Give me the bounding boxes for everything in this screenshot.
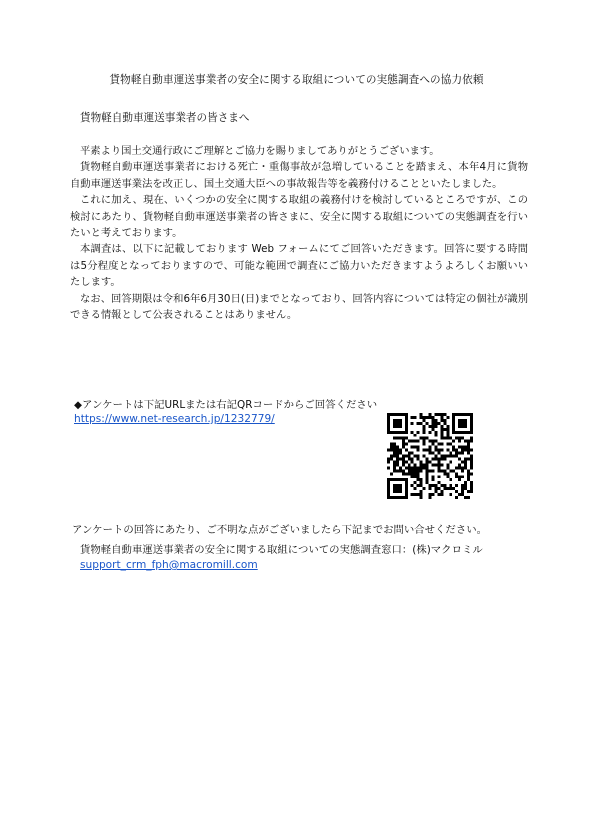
contact-note: アンケートの回答にあたり、ご不明な点がございましたら下記までお問い合せください。 xyxy=(72,524,487,536)
contact-office: 貨物軽自動車運送事業者の安全に関する取組についての実態調査窓口：(株)マクロミル xyxy=(80,544,483,556)
paragraph-background: 貨物軽自動車運送事業者における死亡・重傷事故が急増していることを踏まえ、本年4月に貨物自動車運送事業法を改正し、国土交通大臣への事故報告等を義務付けることといたしました。 xyxy=(70,161,528,190)
paragraph-greeting: 平素より国土交通行政にご理解とご協力を賜りましてありがとうございます。 xyxy=(80,145,440,157)
survey-note: ◆アンケートは下記URLまたは右記QRコードからご回答ください xyxy=(74,399,378,411)
paragraph-deadline: なお、回答期限は令和6年6月30日(日)までとなっており、回答内容については特定の個社が識別できる情報として公表されることはありません。 xyxy=(70,292,528,322)
paragraph-method: 本調査は、以下に記載しております Web フォームにてご回答いただきます。回答に要する時間は5分程度となっておりますので、可能な範囲で調査にご協力いただきますようよろしくお願いいたします。 xyxy=(70,243,528,289)
survey-url-link[interactable]: https://www.net-research.jp/1232779/ xyxy=(74,413,275,425)
body-paragraphs xyxy=(70,143,528,323)
document-title: 貨物軽自動車運送事業者の安全に関する取組についての実態調査への協力依頼 xyxy=(109,74,484,86)
contact-email-link[interactable]: support_crm_fph@macromill.com xyxy=(80,559,258,571)
paragraph-purpose: これに加え、現在、いくつかの安全に関する取組の義務付けを検討しているところですが、この検討にあたり、貨物軽自動車運送事業者の皆さまに、安全に関する取組についての実態調査を行いたいと考えております。 xyxy=(70,194,528,240)
salutation: 貨物軽自動車運送事業者の皆さまへ xyxy=(80,112,250,124)
qr-code-icon xyxy=(387,413,473,499)
